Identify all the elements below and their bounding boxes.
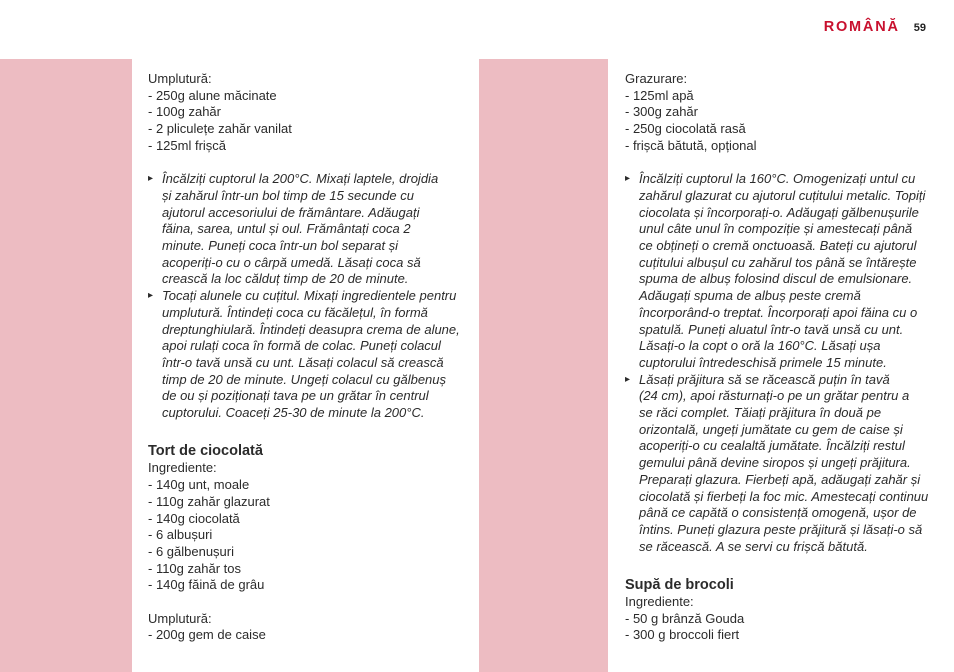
list-item: - 140g unt, moale [148, 477, 250, 493]
right-column [625, 71, 929, 644]
ingredients-title: Ingrediente: [625, 594, 694, 610]
list-item: - 250g alune măcinate [148, 87, 277, 103]
list-item: - 6 albușuri [148, 527, 213, 543]
list-item: - 125ml frișcă [148, 137, 227, 153]
list-item: - 50 g brânză Gouda [625, 610, 745, 626]
list-item: - 200g gem de caise [148, 627, 266, 643]
language-label: ROMÂNĂ [823, 19, 900, 35]
list-item: - 300g zahăr [625, 104, 698, 120]
list-item: - frișcă bătută, opțional [625, 137, 757, 153]
recipe-title: Tort de ciocolată [148, 443, 263, 460]
left-margin-band [0, 59, 132, 672]
list-item: - 250g ciocolată rasă [625, 121, 746, 137]
filling-title: Umplutură: [148, 610, 212, 626]
instruction-step: ▸ Tocați alunele cu cuțitul. Mixați ingredientele pentru umplutură. Întindeți coca cu făcălețul, în formă dreptunghiulară. Întindeți deasupra crema de alune, apoi rulați coca în formă de colac. Puneți colacul într-o tavă unsă cu unt. Lăsați colacul să crească timp de 20 de minute. Ungeți colacul cu gălbenuș de ou și poziționați tava pe un grătar în centrul cuptorului. Coaceți 25-30 de minute la 200°C. [148, 288, 448, 422]
instruction-step: ▸ Încălziți cuptorul la 200°C. Mixați laptele, drojdia și zahărul într-un bol timp de 15 secunde cu ajutorul accesoriului de frământare. Adăugați făina, sarea, untul și oul. Frământați coca 2 minute. Puneți coca într-un bol separat și acoperiți-o cu o cârpă umedă. Lăsați coca să crească la loc călduț timp de 20 de minute. [148, 171, 448, 288]
left-column [148, 71, 460, 644]
recipe-title: Supă de brocoli [625, 577, 734, 594]
page-header [824, 19, 926, 35]
list-item: - 300 g broccoli fiert [625, 627, 740, 643]
list-item: - 140g făină de grâu [148, 577, 265, 593]
list-item: - 125ml apă [625, 87, 694, 103]
right-margin-band [479, 59, 608, 672]
list-item: - 110g zahăr tos [148, 560, 241, 576]
list-item: - 6 gălbenușuri [148, 543, 234, 559]
list-item: - 110g zahăr glazurat [148, 493, 270, 509]
list-item: - 140g ciocolată [148, 510, 240, 526]
instruction-step: ▸ Lăsați prăjitura să se răcească puțin în tavă (24 cm), apoi răsturnați-o pe un grătar pentru a se răci complet. Tăiați prăjitura în două pe orizontală, ungeți jumătate cu gem de caise și acoperiți-o cu cealaltă jumătate. Încălziți restul gemului până devine siropos și ungeți prăjitura. Preparați glazura. Fierbeți apă, adăugați zahăr și ciocolată și fierbeți la foc mic. Amestecați continuu până ce capătă o consistență omogenă, ușor de întins. Puneți glazura peste prăjitură și lăsați-o să se răcească. A se servi cu frișcă bătută. [625, 372, 925, 556]
ingredients-title: Ingrediente: [148, 460, 217, 476]
filling-title: Umplutură: [148, 71, 212, 86]
page-number: 59 [913, 22, 926, 34]
list-item: - 2 pliculețe zahăr vanilat [148, 121, 292, 137]
list-item: - 100g zahăr [148, 104, 221, 120]
instruction-step: ▸ Încălziți cuptorul la 160°C. Omogenizați untul cu zahărul glazurat cu ajutorul cuțitului metalic. Topiți ciocolata și încorporați-o. Adăugați gălbenușurile unul câte unul în compoziție și amestecați până ce obțineți o cremă onctuoasă. Bateți cu ajutorul cuțitului albușul cu zahărul tos până se întărește spuma de albuș folosind discul de emulsionare. Adăugați spuma de albuș peste cremă încorporând-o treptat. Încorporați apoi făina cu o spatulă. Puneți aluatul într-o tavă unsă cu unt. Lăsați-o la copt o oră la 160°C. Lăsați ușa cuptorului întredeschisă primele 15 minute. [625, 171, 925, 371]
glaze-title: Grazurare: [625, 71, 688, 86]
